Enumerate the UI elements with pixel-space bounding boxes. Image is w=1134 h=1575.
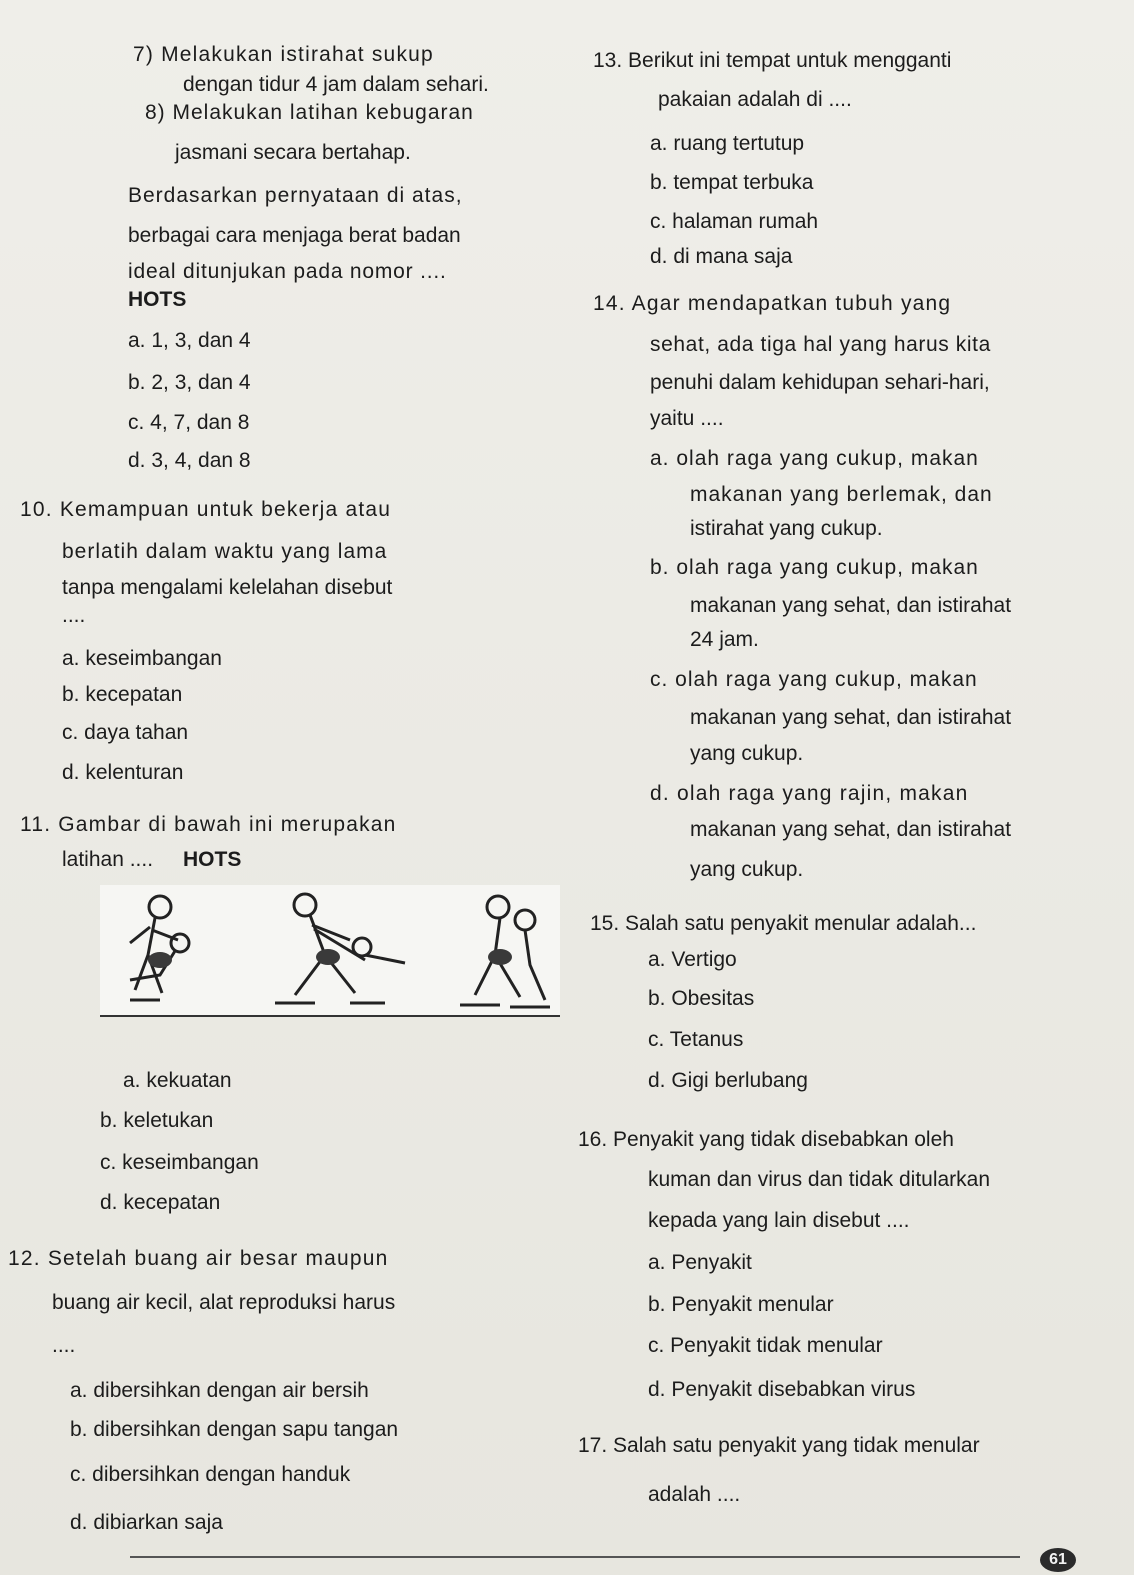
q14-option-b-line2: makanan yang sehat, dan istirahat: [690, 594, 1012, 617]
q10-line3: tanpa mengalami kelelahan disebut: [62, 576, 393, 599]
q12-option-b: b. dibersihkan dengan sapu tangan: [70, 1418, 399, 1441]
q9-option-b: b. 2, 3, dan 4: [128, 371, 251, 394]
q12-option-a: a. dibersihkan dengan air bersih: [70, 1379, 369, 1402]
q12-line1: 12. Setelah buang air besar maupun: [8, 1247, 389, 1270]
q14-option-a-line3: istirahat yang cukup.: [690, 517, 883, 540]
q16-option-c: c. Penyakit tidak menular: [648, 1334, 883, 1357]
q14-line1: 14. Agar mendapatkan tubuh yang: [593, 292, 952, 315]
q15-stem: 15. Salah satu penyakit menular adalah...: [590, 912, 977, 935]
q16-option-d: d. Penyakit disebabkan virus: [648, 1378, 916, 1401]
q9-line2: berbagai cara menjaga berat badan: [128, 224, 461, 247]
q11-line2: latihan ....: [62, 848, 154, 871]
q11-option-b: b. keletukan: [100, 1109, 214, 1132]
q13-option-b: b. tempat terbuka: [650, 171, 814, 194]
q15-option-a: a. Vertigo: [648, 948, 737, 971]
q14-option-d-line3: yang cukup.: [690, 858, 804, 881]
q9-option-a: a. 1, 3, dan 4: [128, 329, 251, 352]
q13-option-a: a. ruang tertutup: [650, 132, 805, 155]
q14-option-c-line2: makanan yang sehat, dan istirahat: [690, 706, 1012, 729]
q10-option-c: c. daya tahan: [62, 721, 189, 744]
q15-option-c: c. Tetanus: [648, 1028, 744, 1051]
q10-option-b: b. kecepatan: [62, 683, 183, 706]
q10-line2: berlatih dalam waktu yang lama: [62, 540, 388, 563]
q15-option-b: b. Obesitas: [648, 987, 755, 1010]
q10-line1: 10. Kemampuan untuk bekerja atau: [20, 498, 392, 521]
q13-line1: 13. Berikut ini tempat untuk mengganti: [593, 49, 952, 72]
q17-line1: 17. Salah satu penyakit yang tidak menular: [578, 1434, 980, 1457]
q14-line2: sehat, ada tiga hal yang harus kita: [650, 333, 991, 356]
q16-line1: 16. Penyakit yang tidak disebabkan oleh: [578, 1128, 954, 1151]
q9-hots-tag: HOTS: [128, 288, 187, 311]
q10-line4: ....: [62, 604, 86, 627]
q11-option-a: a. kekuatan: [123, 1069, 232, 1092]
q9-option-d: d. 3, 4, dan 8: [128, 449, 251, 472]
q13-option-d: d. di mana saja: [650, 245, 793, 268]
q12-option-d: d. dibiarkan saja: [70, 1511, 223, 1534]
q16-line3: kepada yang lain disebut ....: [648, 1209, 910, 1232]
leapfrog-drawing: [100, 885, 560, 1015]
q14-option-a-line1: a. olah raga yang cukup, makan: [650, 447, 979, 470]
q16-option-a: a. Penyakit: [648, 1251, 752, 1274]
q11-option-c: c. keseimbangan: [100, 1151, 259, 1174]
q11-option-d: d. kecepatan: [100, 1191, 221, 1214]
q11-line1: 11. Gambar di bawah ini merupakan: [20, 813, 397, 836]
q7-line1: 7) Melakukan istirahat sukup: [133, 43, 434, 66]
q12-option-c: c. dibersihkan dengan handuk: [70, 1463, 351, 1486]
q8-line2: jasmani secara bertahap.: [175, 141, 411, 164]
q14-option-d-line1: d. olah raga yang rajin, makan: [650, 782, 969, 805]
q12-line3: ....: [52, 1334, 76, 1357]
q16-line2: kuman dan virus dan tidak ditularkan: [648, 1168, 991, 1191]
q14-option-c-line3: yang cukup.: [690, 742, 804, 765]
q14-option-d-line2: makanan yang sehat, dan istirahat: [690, 818, 1012, 841]
q13-line2: pakaian adalah di ....: [658, 88, 852, 111]
q14-option-c-line1: c. olah raga yang cukup, makan: [650, 668, 978, 691]
q12-line2: buang air kecil, alat reproduksi harus: [52, 1291, 396, 1314]
q14-option-b-line3: 24 jam.: [690, 628, 759, 651]
q13-option-c: c. halaman rumah: [650, 210, 819, 233]
q9-option-c: c. 4, 7, dan 8: [128, 411, 250, 434]
q9-line1: Berdasarkan pernyataan di atas,: [128, 184, 463, 207]
q14-line3: penuhi dalam kehidupan sehari-hari,: [650, 371, 990, 394]
q8-line1: 8) Melakukan latihan kebugaran: [145, 101, 474, 124]
q9-line3: ideal ditunjukan pada nomor ....: [128, 260, 447, 283]
q14-option-a-line2: makanan yang berlemak, dan: [690, 483, 993, 506]
children-playing-leapfrog-illustration: [100, 885, 560, 1017]
q14-line4: yaitu ....: [650, 407, 724, 430]
bottom-divider: [130, 1556, 1020, 1558]
q15-option-d: d. Gigi berlubang: [648, 1069, 808, 1092]
page-number: 61: [1040, 1548, 1076, 1572]
q11-hots-tag: HOTS: [183, 848, 242, 871]
q10-option-d: d. kelenturan: [62, 761, 184, 784]
q10-option-a: a. keseimbangan: [62, 647, 222, 670]
q16-option-b: b. Penyakit menular: [648, 1293, 834, 1316]
q17-line2: adalah ....: [648, 1483, 741, 1506]
q14-option-b-line1: b. olah raga yang cukup, makan: [650, 556, 979, 579]
q7-line2: dengan tidur 4 jam dalam sehari.: [183, 73, 489, 96]
